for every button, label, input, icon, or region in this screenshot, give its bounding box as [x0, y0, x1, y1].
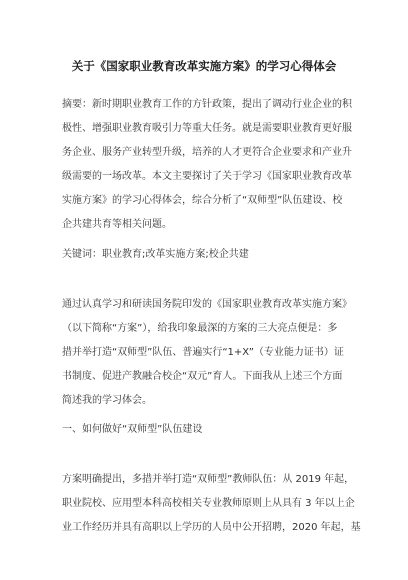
keywords-line: [62, 243, 352, 267]
section-line: 方案明确提出，多措并举打造“双师型”教师队伍：从 2019 年起，: [62, 474, 355, 485]
section-heading: [62, 418, 352, 442]
intro-paragraph: [62, 293, 352, 413]
abstract-line: 极性、增强职业教育吸引力等重大任务。就是需要职业教育更好服: [62, 123, 352, 134]
abstract-line: 企共建共育等相关问题。: [62, 219, 172, 230]
abstract-line: 级需要的一场改革。本文主要探讨了关于学习《国家职业教育改革: [62, 171, 352, 182]
intro-line: 简述我的学习体会。: [62, 395, 152, 406]
abstract-paragraph: [62, 93, 352, 237]
intro-line: 措并举打造“双师型”队伍、普遍实行“1+X”（专业能力证书）证: [62, 347, 344, 358]
intro-line: 通过认真学习和研读国务院印发的《国家职业教育改革实施方案》: [62, 299, 352, 310]
document-title: 关于《国家职业教育改革实施方案》的学习心得体会: [71, 59, 337, 73]
section-line: 业工作经历并具有高职以上学历的人员中公开招聘，2020 年起，基: [62, 522, 361, 533]
abstract-line: 务企业、服务产业转型升级，培养的人才更符合企业要求和产业升: [62, 147, 352, 158]
section-paragraph: [62, 468, 361, 540]
intro-line: （以下简称“方案”），给我印象最深的方案的三大亮点便是：多: [62, 323, 338, 334]
section-heading-text: 一、如何做好“双师型”队伍建设: [62, 424, 203, 435]
abstract-line: 摘要：新时期职业教育工作的方针政策，提出了调动行业企业的积: [62, 99, 352, 110]
section-line: 职业院校、应用型本科高校相关专业教师原则上从具有 3 年以上企: [62, 498, 355, 509]
intro-line: 书制度、促进产教融合校企“双元”育人。下面我从上述三个方面: [62, 371, 343, 382]
keywords-text: 关键词：职业教育;改革实施方案;校企共建: [62, 249, 249, 260]
abstract-line: 实施方案》的学习心得体会，综合分析了“双师型”队伍建设、校: [62, 195, 343, 206]
